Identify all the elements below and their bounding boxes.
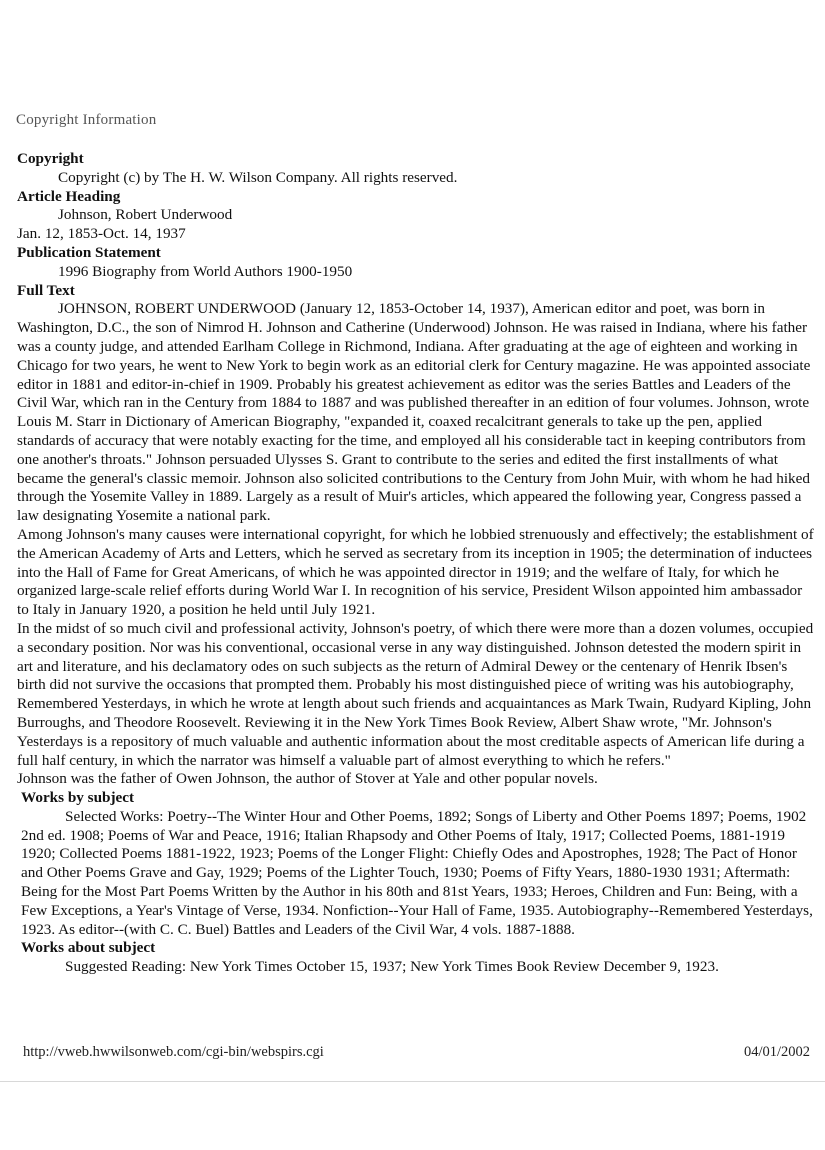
works-about-subject-value: Suggested Reading: New York Times October 15, 1937; New York Times Book Review December 9, 1923. [65, 958, 719, 976]
copyright-value: Copyright (c) by The H. W. Wilson Company. All rights reserved. [58, 168, 458, 186]
works-by-subject-value: Selected Works: Poetry--The Winter Hour and Other Poems, 1892; Songs of Liberty and Other Poems 1897; Poems, 1902 2nd ed. 1908; Poems of War and Peace, 1916; Italian Rhapsody and Other Poems of Italy, 1917; Collected Poems, 1881-1919 1920; Collected Poems 1881-1922, 1923; Poems of the Longer Flight: Chiefly Odes and Apostrophes, 1928; The Pact of Honor and Other Poems Grave and Gay, 1929; Poems of the Lighter Touch, 1930; Poems of Fifty Years, 1880-1930 1931; Aftermath: Being for the Most Part Poems Written by the Author in his 80th and 81st Years, 1933; Heroes, Children and Fun: Being, with a Few Exceptions, a Year's Vintage of Verse, 1934. Nonfiction--Your Hall of Fame, 1935. Autobiography--Remembered Yesterdays, 1923. As editor--(with C. C. Buel) Battles and Leaders of the Civil War, 4 vols. 1887-1888. [21, 807, 813, 938]
subject-dates: Jan. 12, 1853-Oct. 14, 1937 [17, 225, 186, 243]
print-footer [23, 1044, 810, 1061]
article-heading-value: Johnson, Robert Underwood [58, 206, 233, 224]
full-text-paragraph: JOHNSON, ROBERT UNDERWOOD (January 12, 1853-October 14, 1937), American editor and poet, was born in Washington, D.C., the son of Nimrod H. Johnson and Catherine (Underwood) Johnson. He was raised in Indiana, where his father was a county judge, and attended Earlham College in Richmond, Indiana. After graduating at the age of eighteen and working in Chicago for two years, he went to New York to begin work as an editorial clerk for Century magazine. He was appointed associate editor in 1881 and editor-in-chief in 1909. Probably his greatest achievement as editor was the series Battles and Leaders of the Civil War, which ran in the Century from 1884 to 1887 and was published thereafter in an edition of four volumes. Johnson, wrote Louis M. Starr in Dictionary of American Biography, "expanded it, coaxed recalcitrant generals to take up the pen, applied standards of accuracy that were notably exacting for the time, and employed all his considerable tact in keeping contributors from one another's throats." Johnson persuaded Ulysses S. Grant to contribute to the series and edited the first installments of what became the general's classic memoir. Johnson also solicited contributions to the Century from John Muir, with whom he had hiked through the Yosemite Valley in 1889. Largely as a result of Muir's articles, which appeared the following year, Congress passed a law designating Yosemite a national park. [17, 300, 811, 525]
works-by-subject-label: Works by subject [21, 789, 135, 807]
copyright-information-link[interactable]: Copyright Information [16, 112, 157, 128]
source-url[interactable]: http://vweb.hwwilsonweb.com/cgi-bin/webspirs.cgi [23, 1044, 324, 1060]
full-text-paragraph: Among Johnson's many causes were international copyright, for which he lobbied strenuously and effectively; the establishment of the American Academy of Arts and Letters, which he served as secretary from its inception in 1905; the determination of inductees into the Hall of Fame for Great Americans, of which he was appointed director in 1919; and the welfare of Italy, for which he organized large-scale relief efforts during World War I. In recognition of his service, President Wilson appointed him ambassador to Italy in January 1920, a position he held until July 1921. [17, 525, 814, 619]
works-by-subject-section [17, 789, 817, 939]
full-text-paragraph: In the midst of so much civil and professional activity, Johnson's poetry, of which there were more than a dozen volumes, occupied a secondary position. Nor was his conventional, occasional verse in any way distinguished. Johnson detested the modern spirit in art and literature, and his declamatory odes on such subjects as the return of Admiral Dewey or the centenary of Henrik Ibsen's birth did not survive the occasions that prompted them. Probably his most distinguished piece of writing was his autobiography, Remembered Yesterdays, in which he wrote at length about such friends and acquaintances as Mark Twain, Rudyard Kipling, John Burroughs, and Theodore Roosevelt. Reviewing it in the New York Times Book Review, Albert Shaw wrote, "Mr. Johnson's Yesterdays is a repository of much valuable and authentic information about the most creditable aspects of American life during a full half century, in which the narrator was himself a valuable part of almost everything to which he refers." [17, 619, 814, 769]
publication-statement-value: 1996 Biography from World Authors 1900-1950 [58, 262, 353, 280]
publication-statement-label: Publication Statement [17, 243, 161, 261]
copyright-label: Copyright [17, 150, 84, 167]
bottom-divider [0, 1081, 825, 1082]
article-heading-label: Article Heading [17, 187, 121, 205]
article-record [17, 150, 817, 977]
print-date: 04/01/2002 [743, 1044, 810, 1060]
full-text-label: Full Text [17, 281, 75, 299]
full-text-paragraph: Johnson was the father of Owen Johnson, the author of Stover at Yale and other popular novels. [17, 770, 598, 788]
works-about-subject-label: Works about subject [21, 939, 156, 957]
works-about-subject-section [17, 939, 817, 977]
